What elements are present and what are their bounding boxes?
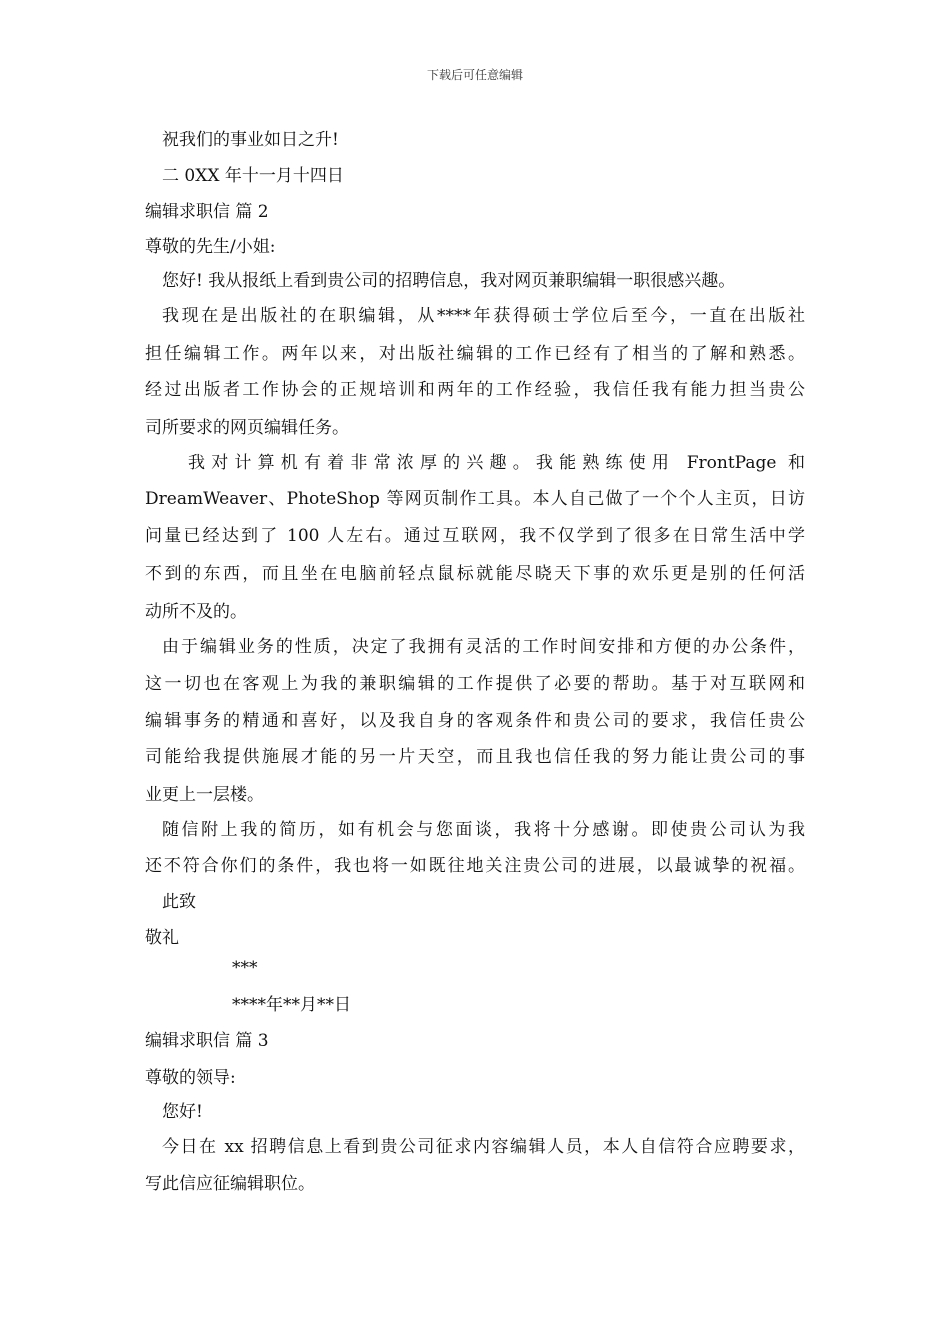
text-line: 司能给我提供施展才能的另一片天空，而且我也信任我的努力能让贵公司的事 (145, 747, 805, 767)
text-line: 经过出版者工作协会的正规培训和两年的工作经验，我信任我有能力担当贵公 (145, 380, 805, 400)
text-line: 业更上一层楼。 (145, 785, 264, 805)
signature-line: *** (232, 958, 258, 978)
text-line: 担任编辑工作。两年以来，对出版社编辑的工作已经有了相当的了解和熟悉。 (145, 344, 805, 364)
text-line: 今日在 xx 招聘信息上看到贵公司征求内容编辑人员，本人自信符合应聘要求， (162, 1137, 805, 1157)
text-line: 编辑事务的精通和喜好，以及我自身的客观条件和贵公司的要求，我信任贵公 (145, 711, 805, 731)
salutation: 尊敬的先生/小姐: (145, 237, 276, 257)
text-line: 随信附上我的简历，如有机会与您面谈，我将十分感谢。即使贵公司认为我 (162, 820, 805, 840)
text-line: 您好! 我从报纸上看到贵公司的招聘信息，我对网页兼职编辑一职很感兴趣。 (162, 271, 736, 291)
text-line: 问量已经达到了 100 人左右。通过互联网，我不仅学到了很多在日常生活中学 (145, 526, 805, 546)
section-heading: 编辑求职信 篇 2 (145, 202, 269, 222)
text-line: 司所要求的网页编辑任务。 (145, 418, 349, 438)
page-header: 下载后可任意编辑 (426, 68, 523, 82)
text-line: 这一切也在客观上为我的兼职编辑的工作提供了必要的帮助。基于对互联网和 (145, 674, 805, 694)
text-line: 动所不及的。 (145, 602, 247, 622)
salutation: 尊敬的领导: (145, 1068, 236, 1088)
text-line: 由于编辑业务的性质，决定了我拥有灵活的工作时间安排和方便的办公条件， (162, 637, 805, 657)
date-line: ****年**月**日 (232, 995, 351, 1015)
section-heading: 编辑求职信 篇 3 (145, 1031, 269, 1051)
text-line: 还不符合你们的条件，我也将一如既往地关注贵公司的进展，以最诚挚的祝福。 (145, 856, 805, 876)
text-line: DreamWeaver、PhoteShop 等网页制作工具。本人自己做了一个个人主页，日访 (145, 489, 805, 509)
text-line: 二 0XX 年十一月十四日 (162, 166, 344, 186)
text-line: 我现在是出版社的在职编辑，从****年获得硕士学位后至今，一直在出版社 (162, 306, 805, 326)
text-line: 您好! (162, 1102, 203, 1122)
text-line: 不到的东西，而且坐在电脑前轻点鼠标就能尽晓天下事的欢乐更是别的任何活 (145, 564, 805, 584)
closing-line: 敬礼 (145, 928, 179, 948)
text-line: 我对计算机有着非常浓厚的兴趣。我能熟练使用 FrontPage 和 (188, 453, 805, 473)
text-line: 写此信应征编辑职位。 (145, 1174, 315, 1194)
closing-line: 此致 (162, 892, 196, 912)
text-line: 祝我们的事业如日之升! (162, 130, 339, 150)
